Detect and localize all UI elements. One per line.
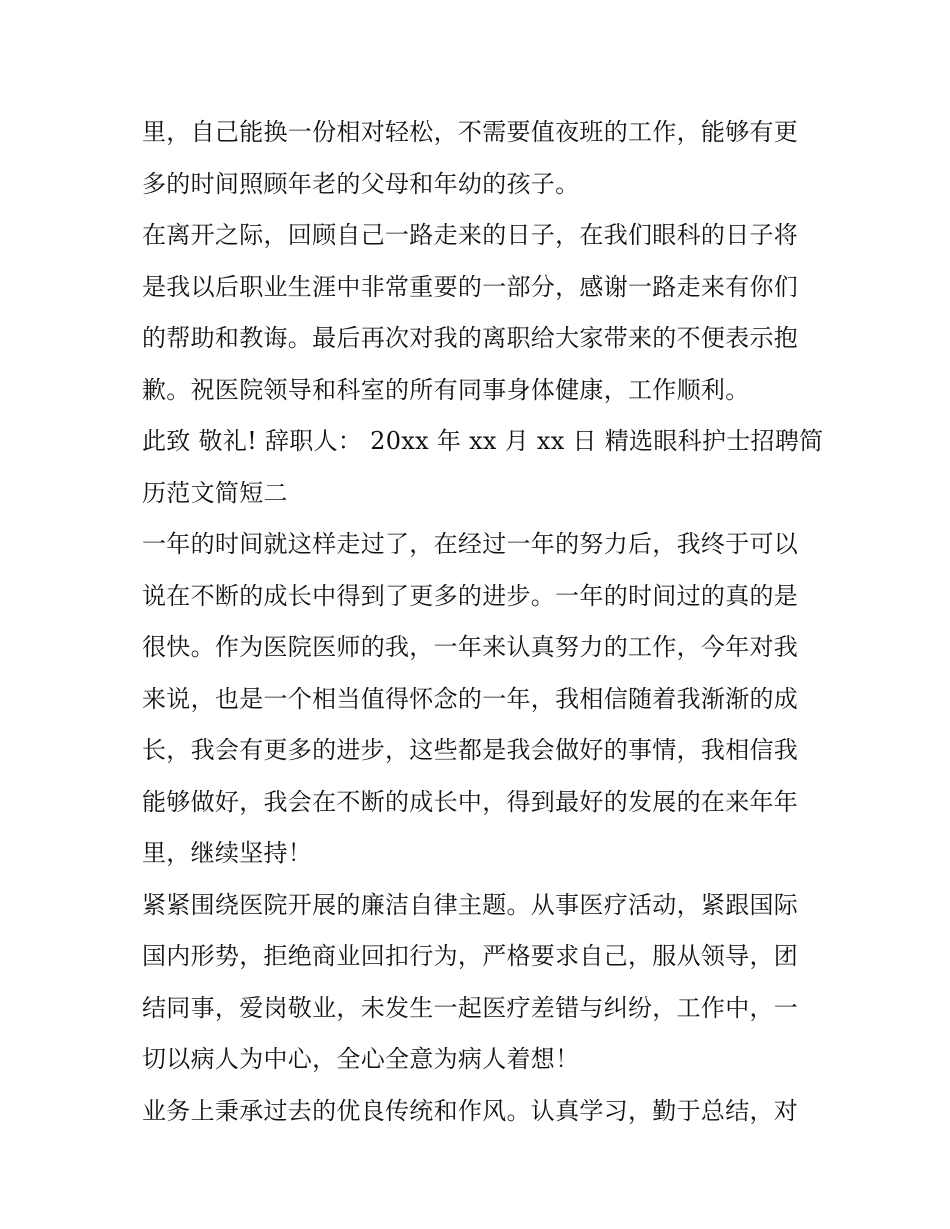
text-line-16: 紧紧围绕医院开展的廉洁自律主题。从事医疗活动，紧跟国际 [142, 890, 799, 919]
text-line-10: 说在不断的成长中得到了更多的进步。一年的时间过的真的是 [142, 581, 799, 610]
text-line-12: 来说，也是一个相当值得怀念的一年，我相信随着我渐渐的成 [142, 684, 799, 713]
text-line-2: 多的时间照顾年老的父母和年幼的孩子。 [142, 169, 580, 198]
text-line-3: 在离开之际，回顾自己一路走来的日子，在我们眼科的日子将 [142, 221, 799, 249]
text-line-13: 长，我会有更多的进步，这些都是我会做好的事情，我相信我 [142, 736, 799, 764]
text-line-8: 历范文简短二 [142, 478, 288, 507]
text-line-15: 里，继续坚持！ [142, 839, 313, 867]
text-line-18: 结同事，爱岗敬业，未发生一起医疗差错与纠纷，工作中，一 [142, 993, 799, 1022]
text-line-4: 是我以后职业生涯中非常重要的一部分，感谢一路走来有你们 [142, 272, 799, 301]
text-line-11: 很快。作为医院医师的我，一年来认真努力的工作，今年对我 [142, 633, 799, 661]
text-line-7: 此致 敬礼! 辞职人： 20xx 年 xx 月 xx 日 精选眼科护士招聘简 [142, 427, 824, 455]
text-line-1: 里，自己能换一份相对轻松，不需要值夜班的工作，能够有更 [142, 118, 799, 146]
text-line-5: 的帮助和教诲。最后再次对我的离职给大家带来的不便表示抱 [142, 324, 799, 352]
text-line-17: 国内形势，拒绝商业回扣行为，严格要求自己，服从领导，团 [142, 942, 799, 970]
text-line-9: 一年的时间就这样走过了，在经过一年的努力后，我终于可以 [142, 530, 799, 558]
document-body [142, 107, 824, 1137]
text-line-19: 切以病人为中心，全心全意为病人着想！ [142, 1045, 580, 1073]
text-line-20: 业务上秉承过去的优良传统和作风。认真学习，勤于总结，对 [142, 1096, 799, 1125]
text-line-6: 歉。祝医院领导和科室的所有同事身体健康，工作顺利。 [142, 375, 750, 404]
text-line-14: 能够做好，我会在不断的成长中，得到最好的发展的在来年年 [142, 787, 799, 816]
